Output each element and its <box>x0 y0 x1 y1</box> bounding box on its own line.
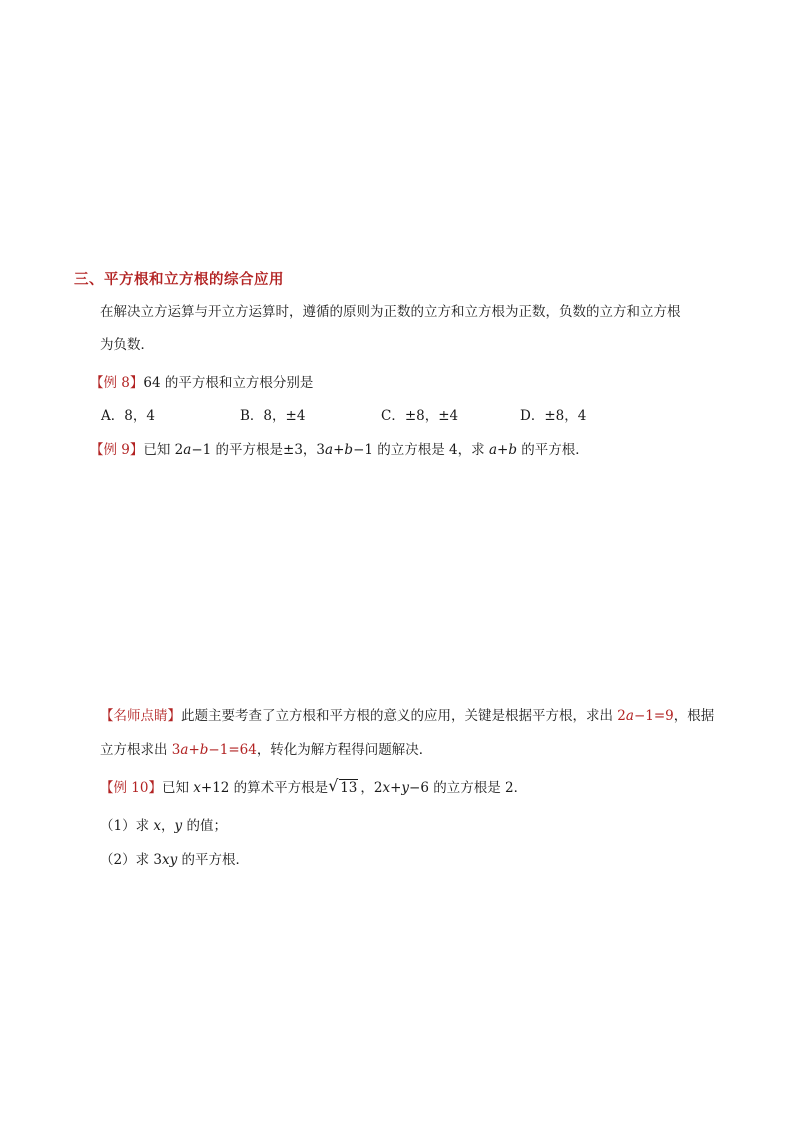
example-9-text-6: 的平方根． <box>516 442 589 458</box>
example-9-question <box>90 438 589 458</box>
example-8-text: 64 的平方根和立方根分别是 <box>143 375 314 391</box>
tip-line-2 <box>100 738 432 758</box>
example-9-text-5: + <box>497 442 509 458</box>
tip-formula-1: 2a−1=9 <box>617 708 674 724</box>
tip-line-1 <box>100 704 714 724</box>
option-b: B．8，±4 <box>240 408 306 424</box>
example-9-text-3: + <box>333 442 345 458</box>
example-8-question <box>90 371 313 391</box>
tip-formula-2: 3a+b−1=64 <box>171 742 257 758</box>
option-a: A．8，4 <box>101 408 155 424</box>
example-10-part-1: （1）求 x，y 的值； <box>100 818 227 834</box>
intro-paragraph-line2: 为负数． <box>100 337 154 353</box>
tip-tag: 【名师点睛】 <box>100 708 181 724</box>
example-10-part-2: （2）求 3xy 的平方根． <box>100 852 250 868</box>
option-c: C．±8，±4 <box>381 408 459 424</box>
option-d: D．±8，4 <box>520 408 587 424</box>
var-a: a <box>488 442 497 458</box>
example-10-question: 【例 10】已知 x+12 的算术平方根是 √ 13 ，2x+y−6 的立方根是 2． <box>100 776 528 796</box>
var-a: a <box>183 442 192 458</box>
var-b: b <box>508 442 517 458</box>
square-root-13: √ 13 <box>328 776 358 796</box>
example-9-text-1: 已知 2 <box>143 442 184 458</box>
example-9-text-2: −1 的平方根是±3，3 <box>191 442 326 458</box>
example-10-tag: 【例 10】 <box>100 780 162 796</box>
section-heading: 三、平方根和立方根的综合应用 <box>74 272 284 288</box>
intro-paragraph-line1: 在解决立方运算与开立方运算时，遵循的原则为正数的立方和立方根为正数，负数的立方和立方根 <box>100 304 681 320</box>
var-b: b <box>344 442 354 458</box>
example-9-tag: 【例 9】 <box>90 442 144 458</box>
example-8-tag: 【例 8】 <box>90 375 144 391</box>
tip-text-2: ，根据 <box>673 708 715 724</box>
tip-text-4: ，转化为解方程得问题解决． <box>256 742 433 758</box>
example-9-text-4: −1 的立方根是 4，求 <box>353 442 489 458</box>
var-a: a <box>325 442 334 458</box>
tip-text-3: 立方根求出 <box>100 742 172 758</box>
tip-text-1: 此题主要考查了立方根和平方根的意义的应用，关键是根据平方根，求出 <box>181 708 618 724</box>
